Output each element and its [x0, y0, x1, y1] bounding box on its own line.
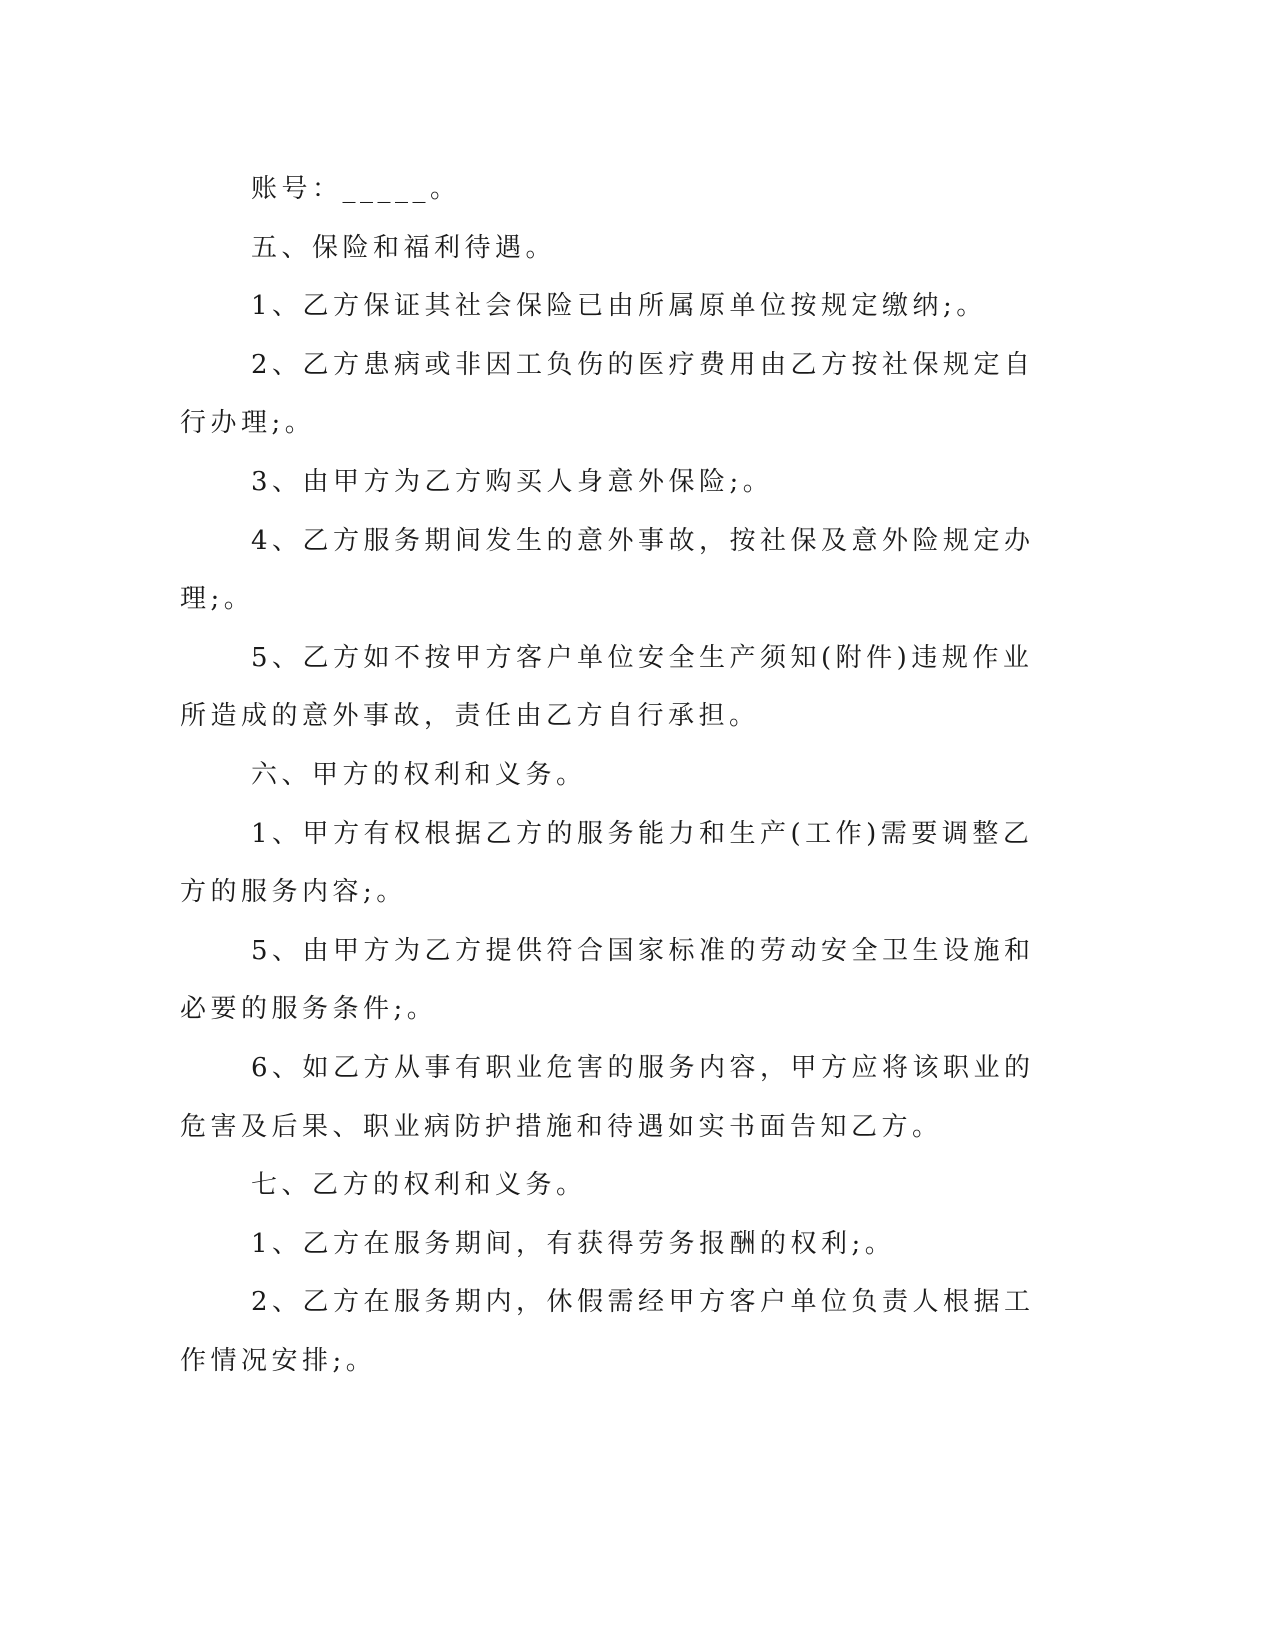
paragraph-clause: 2、乙方患病或非因工负伤的医疗费用由乙方按社保规定自行办理;。	[180, 349, 1035, 439]
section-heading-party-a-rights: 六、甲方的权利和义务。	[251, 759, 587, 790]
paragraph-clause: 6、如乙方从事有职业危害的服务内容，甲方应将该职业的危害及后果、职业病防护措施和待遇如实书面告知乙方。	[180, 1052, 1035, 1142]
paragraph-clause: 3、由甲方为乙方购买人身意外保险;。	[251, 466, 774, 497]
paragraph-clause: 1、甲方有权根据乙方的服务能力和生产(工作)需要调整乙方的服务内容;。	[180, 818, 1034, 908]
paragraph-clause: 5、由甲方为乙方提供符合国家标准的劳动安全卫生设施和必要的服务条件;。	[180, 935, 1035, 1025]
paragraph-clause: 2、乙方在服务期内，休假需经甲方客户单位负责人根据工作情况安排;。	[180, 1287, 1035, 1376]
paragraph-clause: 4、乙方服务期间发生的意外事故，按社保及意外险规定办理;。	[180, 525, 1035, 615]
paragraph-clause: 1、乙方保证其社会保险已由所属原单位按规定缴纳;。	[251, 291, 987, 322]
paragraph-clause: 1、乙方在服务期间，有获得劳务报酬的权利;。	[251, 1228, 896, 1259]
section-heading-party-b-rights: 七、乙方的权利和义务。	[251, 1170, 587, 1201]
paragraph-clause: 5、乙方如不按甲方客户单位安全生产须知(附件)违规作业所造成的意外事故，责任由乙方自行承担。	[180, 642, 1034, 732]
document-body	[180, 160, 1060, 1390]
section-heading-insurance-welfare: 五、保险和福利待遇。	[251, 232, 557, 263]
paragraph-account-number: 账号：_____。	[251, 174, 461, 204]
